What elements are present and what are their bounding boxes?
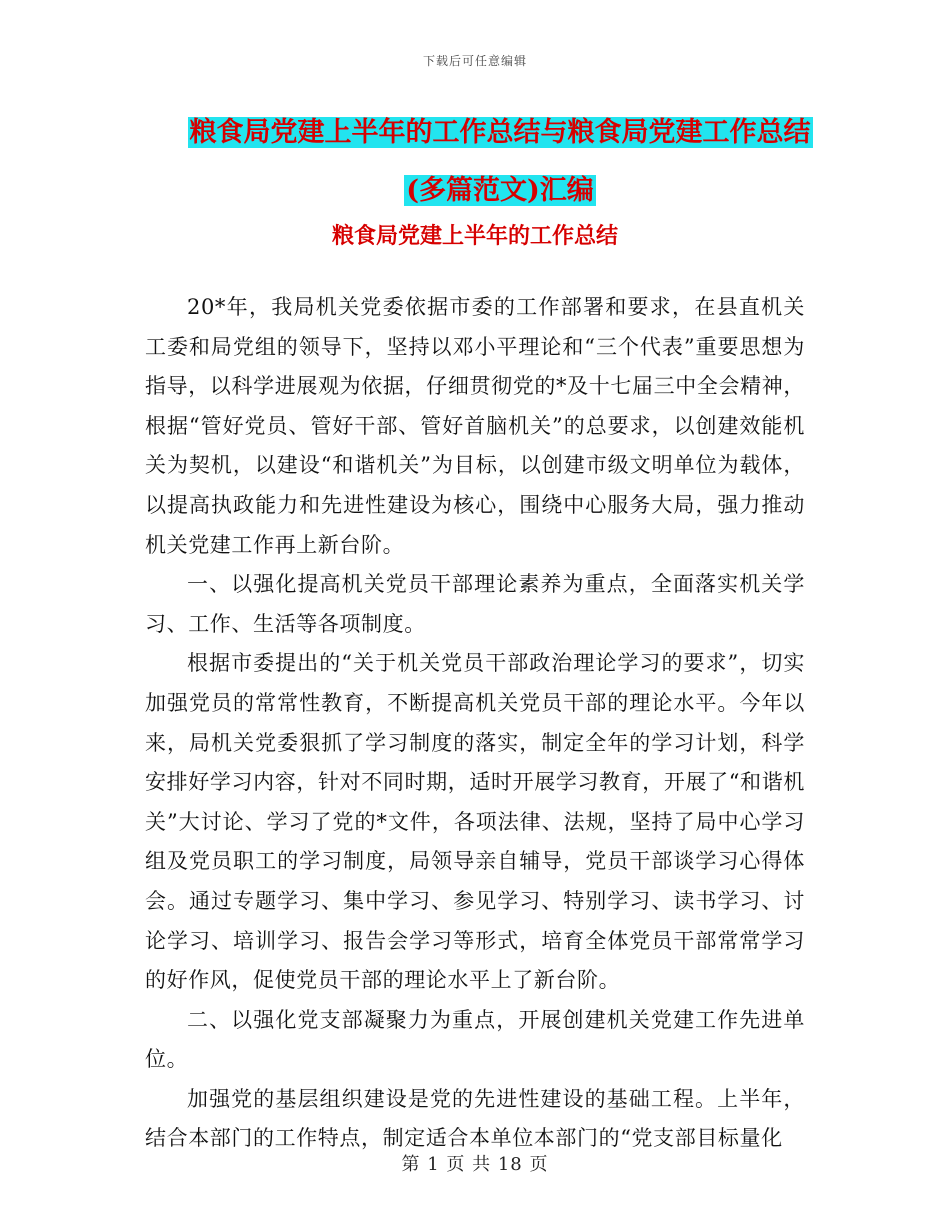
paragraph: 根据市委提出的“关于机关党员干部政治理论学习的要求”，切实加强党员的常常性教育，不断提高机关党员干部的理论水平。今年以来，局机关党委狠抓了学习制度的落实，制定全年的学习计划，科学安排好学习内容，针对不同时期，适时开展学习教育，开展了“和谐机关”大讨论、学习了党的*文件，各项法律、法规，坚持了局中心学习组及党员职工的学习制度，局领导亲自辅导，党员干部谈学习心得体会。通过专题学习、集中学习、参见学习、特别学习、读书学习、讨论学习、培训学习、报告会学习等形式，培育全体党员干部常常学习的好作风，促使党员干部的理论水平上了新台阶。 (145, 651, 805, 993)
header-note: 下载后可任意编辑 (422, 54, 527, 68)
body-text (145, 288, 805, 1159)
paragraph: 二、以强化党支部凝聚力为重点，开展创建机关党建工作先进单位。 (145, 1007, 805, 1072)
document-title-line-2: (多篇范文)汇编 (406, 175, 594, 206)
page-number-footer: 第 1 页 共 18 页 (401, 1154, 549, 1175)
paragraph: 加强党的基层组织建设是党的先进性建设的基础工程。上半年，结合本部门的工作特点，制定适合本单位本部门的“党支部目标量化 (145, 1086, 805, 1151)
section-title: 粮食局党建上半年的工作总结 (331, 223, 618, 249)
paragraph: 一、以强化提高机关党员干部理论素养为重点，全面落实机关学习、工作、生活等各项制度。 (145, 572, 805, 636)
document-title-line-1: 粮食局党建上半年的工作总结与粮食局党建工作总结 (189, 117, 811, 148)
document-title (150, 104, 850, 220)
paragraph: 20*年，我局机关党委依据市委的工作部署和要求，在县直机关工委和局党组的领导下，坚持以邓小平理论和“三个代表”重要思想为指导，以科学进展观为依据，仔细贯彻党的*及十七届三中全会精神，根据“管好党员、管好干部、管好首脑机关”的总要求，以创建效能机关为契机，以建设“和谐机关”为目标，以创建市级文明单位为载体，以提高执政能力和先进性建设为核心，围绕中心服务大局，强力推动机关党建工作再上新台阶。 (145, 295, 805, 557)
